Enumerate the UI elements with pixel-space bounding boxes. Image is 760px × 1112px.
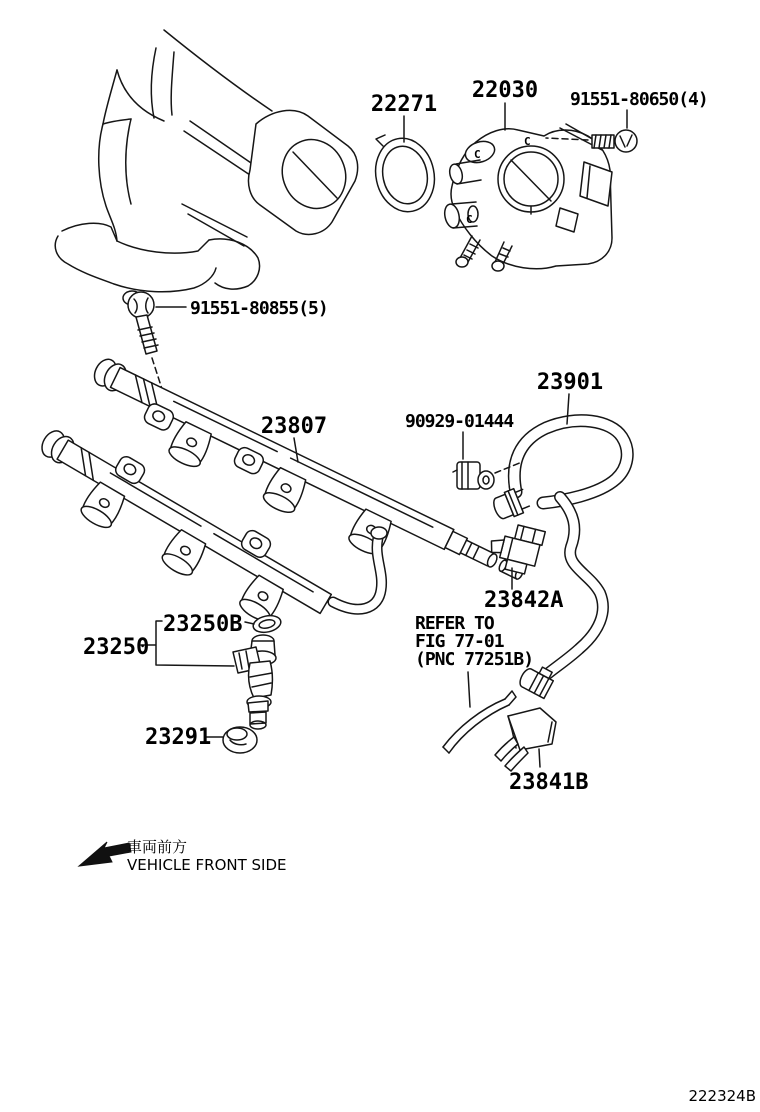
label-small-clamp: 90929-01444 <box>405 411 514 432</box>
gasket-drawing <box>369 133 441 217</box>
label-throttle-body: 22030 <box>471 78 539 103</box>
label-damper: 23842A <box>484 588 564 613</box>
hose-quick-connector <box>491 486 531 522</box>
figure-code: 222324B <box>688 1087 756 1105</box>
label-throttle-bolt: 91551-80650(4) <box>570 89 708 110</box>
label-fuel-hose: 23901 <box>536 370 604 395</box>
label-pipe-clamp: 23841B <box>509 770 589 795</box>
injector-drawing <box>233 635 276 729</box>
label-gasket: 22271 <box>370 92 438 117</box>
grommet-drawing <box>223 727 257 753</box>
c-mark: C <box>474 148 481 161</box>
pipe-clamp-drawing <box>495 708 556 771</box>
intake-manifold-sketch <box>55 30 357 305</box>
reference-note <box>415 613 533 670</box>
damper-drawing <box>486 520 546 577</box>
label-injector-set: 23250 <box>83 635 150 660</box>
c-mark: C <box>466 213 473 226</box>
label-injector-grommet: 23291 <box>145 725 212 750</box>
front-side-label-jp: 車両前方 <box>127 838 188 856</box>
vehicle-front-indicator <box>79 838 287 874</box>
label-injector-oring: 23250B <box>163 612 243 637</box>
front-side-label-en: VEHICLE FRONT SIDE <box>127 856 287 874</box>
note-line-2: FIG 77-01 <box>415 631 504 652</box>
note-line-3: (PNC 77251B) <box>415 649 534 670</box>
throttle-body-drawing <box>443 124 612 271</box>
front-direction-arrow-icon <box>79 842 131 866</box>
label-rail-bolt: 91551-80855(5) <box>190 298 328 319</box>
c-mark: C <box>524 135 531 148</box>
note-line-1: REFER TO <box>415 613 494 634</box>
label-delivery-pipe: 23807 <box>260 414 328 439</box>
